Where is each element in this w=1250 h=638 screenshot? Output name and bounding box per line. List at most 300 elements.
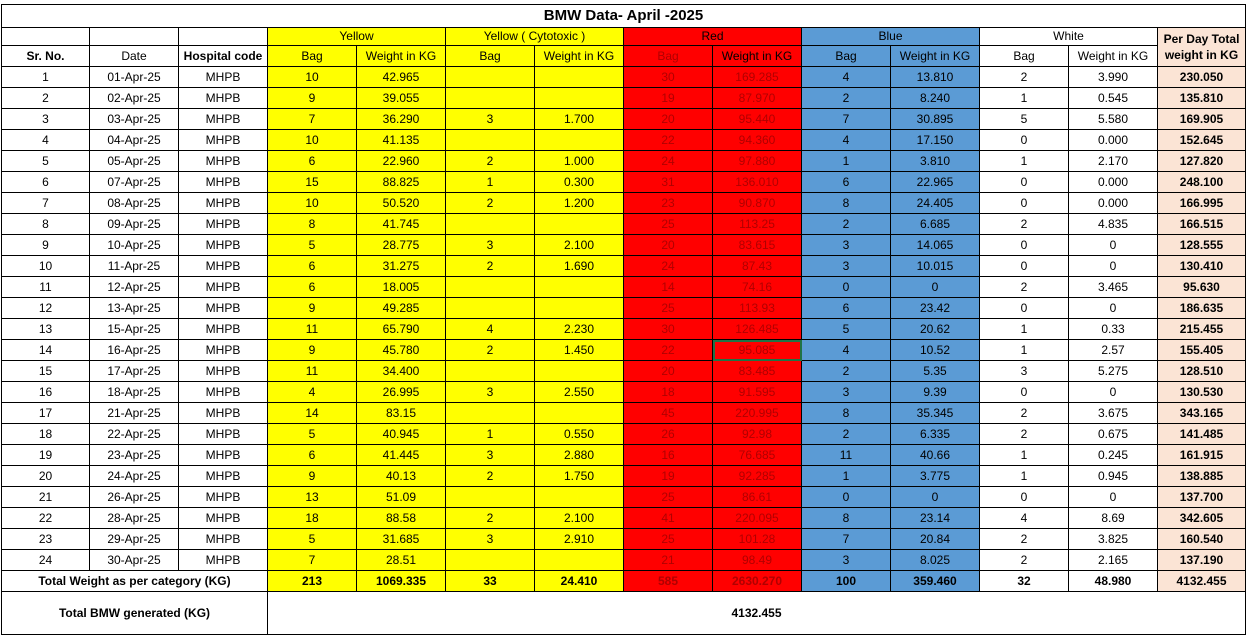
cell-per-day-total[interactable]: 137.190 bbox=[1158, 550, 1246, 571]
cell-sr-no[interactable]: 10 bbox=[2, 256, 90, 277]
cell-date[interactable]: 07-Apr-25 bbox=[90, 172, 179, 193]
cell-date[interactable]: 11-Apr-25 bbox=[90, 256, 179, 277]
total-blue-weight[interactable]: 359.460 bbox=[891, 571, 980, 592]
cell-hospital-code[interactable]: MHPB bbox=[179, 466, 268, 487]
cell-sr-no[interactable]: 23 bbox=[2, 529, 90, 550]
cell-yellow-bag[interactable]: 13 bbox=[268, 487, 357, 508]
cell-yellow-weight[interactable]: 31.275 bbox=[357, 256, 446, 277]
totals-label[interactable]: Total Weight as per category (KG) bbox=[2, 571, 268, 592]
cell-sr-no[interactable]: 6 bbox=[2, 172, 90, 193]
cell-red-bag[interactable]: 25 bbox=[624, 214, 713, 235]
cell-hospital-code[interactable]: MHPB bbox=[179, 130, 268, 151]
generated-value[interactable]: 4132.455 bbox=[268, 592, 1246, 635]
cell-blue-weight[interactable]: 20.62 bbox=[891, 319, 980, 340]
cell-cyto-weight[interactable]: 1.200 bbox=[535, 193, 624, 214]
cell-yellow-weight[interactable]: 28.775 bbox=[357, 235, 446, 256]
cell-red-bag[interactable]: 19 bbox=[624, 466, 713, 487]
cell-date[interactable]: 21-Apr-25 bbox=[90, 403, 179, 424]
cell-blue-bag[interactable]: 0 bbox=[802, 487, 891, 508]
cell-sr-no[interactable]: 17 bbox=[2, 403, 90, 424]
cell-yellow-weight[interactable]: 88.825 bbox=[357, 172, 446, 193]
cell-cyto-bag[interactable]: 4 bbox=[446, 319, 535, 340]
cell-cyto-bag[interactable] bbox=[446, 67, 535, 88]
cell-per-day-total[interactable]: 141.485 bbox=[1158, 424, 1246, 445]
cell-cyto-weight[interactable]: 1.700 bbox=[535, 109, 624, 130]
cell-date[interactable]: 15-Apr-25 bbox=[90, 319, 179, 340]
cell-blue-weight[interactable]: 0 bbox=[891, 277, 980, 298]
cell-blue-bag[interactable]: 3 bbox=[802, 550, 891, 571]
cell-yellow-bag[interactable]: 6 bbox=[268, 445, 357, 466]
cell-date[interactable]: 17-Apr-25 bbox=[90, 361, 179, 382]
cell-yellow-weight[interactable]: 40.13 bbox=[357, 466, 446, 487]
cell-date[interactable]: 30-Apr-25 bbox=[90, 550, 179, 571]
cell-white-weight[interactable]: 0 bbox=[1069, 256, 1158, 277]
cell-red-bag[interactable]: 30 bbox=[624, 67, 713, 88]
cell-white-bag[interactable]: 2 bbox=[980, 529, 1069, 550]
cell-red-bag[interactable]: 24 bbox=[624, 256, 713, 277]
cell-blue-bag[interactable]: 2 bbox=[802, 214, 891, 235]
cell-red-bag[interactable]: 23 bbox=[624, 193, 713, 214]
cell-blue-weight[interactable]: 24.405 bbox=[891, 193, 980, 214]
cell-white-weight[interactable]: 0.000 bbox=[1069, 193, 1158, 214]
cell-cyto-weight[interactable]: 0.300 bbox=[535, 172, 624, 193]
cell-sr-no[interactable]: 19 bbox=[2, 445, 90, 466]
cell-yellow-bag[interactable]: 9 bbox=[268, 298, 357, 319]
cell-red-bag[interactable]: 25 bbox=[624, 298, 713, 319]
cell-hospital-code[interactable]: MHPB bbox=[179, 88, 268, 109]
cell-yellow-weight[interactable]: 22.960 bbox=[357, 151, 446, 172]
cell-hospital-code[interactable]: MHPB bbox=[179, 508, 268, 529]
cell-white-bag[interactable]: 2 bbox=[980, 214, 1069, 235]
cell-red-bag[interactable]: 25 bbox=[624, 487, 713, 508]
cell-red-weight[interactable]: 98.49 bbox=[713, 550, 802, 571]
cell-cyto-weight[interactable] bbox=[535, 403, 624, 424]
cell-yellow-bag[interactable]: 6 bbox=[268, 256, 357, 277]
cell-red-weight[interactable]: 87.43 bbox=[713, 256, 802, 277]
cell-blue-bag[interactable]: 2 bbox=[802, 88, 891, 109]
cell-per-day-total[interactable]: 160.540 bbox=[1158, 529, 1246, 550]
cell-red-weight[interactable]: 126.485 bbox=[713, 319, 802, 340]
cell-yellow-bag[interactable]: 7 bbox=[268, 109, 357, 130]
cell-cyto-weight[interactable]: 2.910 bbox=[535, 529, 624, 550]
cell-red-weight[interactable]: 90.870 bbox=[713, 193, 802, 214]
cell-white-bag[interactable]: 2 bbox=[980, 403, 1069, 424]
cell-blue-bag[interactable]: 4 bbox=[802, 67, 891, 88]
cell-red-weight[interactable]: 94.360 bbox=[713, 130, 802, 151]
cell-cyto-bag[interactable]: 2 bbox=[446, 340, 535, 361]
cell-date[interactable]: 23-Apr-25 bbox=[90, 445, 179, 466]
cell-white-weight[interactable]: 4.835 bbox=[1069, 214, 1158, 235]
cell-sr-no[interactable]: 13 bbox=[2, 319, 90, 340]
cell-per-day-total[interactable]: 130.530 bbox=[1158, 382, 1246, 403]
cell-date[interactable]: 01-Apr-25 bbox=[90, 67, 179, 88]
cell-yellow-bag[interactable]: 6 bbox=[268, 151, 357, 172]
cell-sr-no[interactable]: 20 bbox=[2, 466, 90, 487]
cell-yellow-bag[interactable]: 10 bbox=[268, 67, 357, 88]
cell-hospital-code[interactable]: MHPB bbox=[179, 277, 268, 298]
cell-blue-bag[interactable]: 11 bbox=[802, 445, 891, 466]
cell-white-bag[interactable]: 4 bbox=[980, 508, 1069, 529]
cell-white-weight[interactable]: 0.245 bbox=[1069, 445, 1158, 466]
cell-yellow-weight[interactable]: 39.055 bbox=[357, 88, 446, 109]
cell-per-day-total[interactable]: 137.700 bbox=[1158, 487, 1246, 508]
cell-sr-no[interactable]: 14 bbox=[2, 340, 90, 361]
cell-cyto-weight[interactable] bbox=[535, 361, 624, 382]
cell-red-bag[interactable]: 20 bbox=[624, 361, 713, 382]
cell-per-day-total[interactable]: 161.915 bbox=[1158, 445, 1246, 466]
cell-yellow-bag[interactable]: 7 bbox=[268, 550, 357, 571]
cell-red-bag[interactable]: 18 bbox=[624, 382, 713, 403]
cell-sr-no[interactable]: 5 bbox=[2, 151, 90, 172]
cell-sr-no[interactable]: 16 bbox=[2, 382, 90, 403]
cell-cyto-weight[interactable] bbox=[535, 67, 624, 88]
cell-red-weight[interactable]: 220.095 bbox=[713, 508, 802, 529]
cell-hospital-code[interactable]: MHPB bbox=[179, 235, 268, 256]
cell-per-day-total[interactable]: 230.050 bbox=[1158, 67, 1246, 88]
total-red-bag[interactable]: 585 bbox=[624, 571, 713, 592]
cell-red-bag[interactable]: 31 bbox=[624, 172, 713, 193]
cell-cyto-weight[interactable]: 1.450 bbox=[535, 340, 624, 361]
cell-white-weight[interactable]: 0.000 bbox=[1069, 172, 1158, 193]
cell-white-weight[interactable]: 0.945 bbox=[1069, 466, 1158, 487]
cell-red-weight[interactable]: 86.61 bbox=[713, 487, 802, 508]
cell-red-weight[interactable]: 97.880 bbox=[713, 151, 802, 172]
cell-hospital-code[interactable]: MHPB bbox=[179, 298, 268, 319]
cell-sr-no[interactable]: 22 bbox=[2, 508, 90, 529]
cell-date[interactable]: 18-Apr-25 bbox=[90, 382, 179, 403]
total-per-day[interactable]: 4132.455 bbox=[1158, 571, 1246, 592]
cell-blue-bag[interactable]: 3 bbox=[802, 382, 891, 403]
cell-white-weight[interactable]: 8.69 bbox=[1069, 508, 1158, 529]
cell-cyto-bag[interactable] bbox=[446, 550, 535, 571]
cell-sr-no[interactable]: 18 bbox=[2, 424, 90, 445]
cell-cyto-weight[interactable] bbox=[535, 550, 624, 571]
cell-cyto-bag[interactable]: 3 bbox=[446, 235, 535, 256]
cell-cyto-bag[interactable] bbox=[446, 298, 535, 319]
cell-per-day-total[interactable]: 130.410 bbox=[1158, 256, 1246, 277]
cell-blue-bag[interactable]: 3 bbox=[802, 256, 891, 277]
cell-white-bag[interactable]: 0 bbox=[980, 256, 1069, 277]
cell-white-weight[interactable]: 0.675 bbox=[1069, 424, 1158, 445]
cell-red-bag[interactable]: 14 bbox=[624, 277, 713, 298]
cell-per-day-total[interactable]: 127.820 bbox=[1158, 151, 1246, 172]
cell-white-bag[interactable]: 0 bbox=[980, 172, 1069, 193]
cell-cyto-bag[interactable]: 2 bbox=[446, 151, 535, 172]
cell-white-weight[interactable]: 3.825 bbox=[1069, 529, 1158, 550]
cell-per-day-total[interactable]: 138.885 bbox=[1158, 466, 1246, 487]
cell-white-bag[interactable]: 1 bbox=[980, 466, 1069, 487]
cell-white-bag[interactable]: 5 bbox=[980, 109, 1069, 130]
cell-hospital-code[interactable]: MHPB bbox=[179, 550, 268, 571]
cell-cyto-weight[interactable] bbox=[535, 88, 624, 109]
cell-cyto-weight[interactable]: 0.550 bbox=[535, 424, 624, 445]
cell-white-weight[interactable]: 0 bbox=[1069, 382, 1158, 403]
cell-cyto-bag[interactable]: 1 bbox=[446, 172, 535, 193]
cell-red-weight[interactable]: 95.085 bbox=[713, 340, 802, 361]
cell-red-bag[interactable]: 20 bbox=[624, 235, 713, 256]
cell-per-day-total[interactable]: 166.995 bbox=[1158, 193, 1246, 214]
cell-white-weight[interactable]: 0 bbox=[1069, 487, 1158, 508]
cell-date[interactable]: 29-Apr-25 bbox=[90, 529, 179, 550]
cell-blue-weight[interactable]: 8.025 bbox=[891, 550, 980, 571]
cell-yellow-weight[interactable]: 36.290 bbox=[357, 109, 446, 130]
cell-red-weight[interactable]: 136.010 bbox=[713, 172, 802, 193]
cell-date[interactable]: 26-Apr-25 bbox=[90, 487, 179, 508]
cell-hospital-code[interactable]: MHPB bbox=[179, 424, 268, 445]
cell-cyto-weight[interactable] bbox=[535, 214, 624, 235]
cell-per-day-total[interactable]: 169.905 bbox=[1158, 109, 1246, 130]
cell-cyto-weight[interactable]: 1.690 bbox=[535, 256, 624, 277]
cell-date[interactable]: 08-Apr-25 bbox=[90, 193, 179, 214]
cell-per-day-total[interactable]: 215.455 bbox=[1158, 319, 1246, 340]
cell-sr-no[interactable]: 24 bbox=[2, 550, 90, 571]
cell-hospital-code[interactable]: MHPB bbox=[179, 487, 268, 508]
cell-yellow-bag[interactable]: 9 bbox=[268, 340, 357, 361]
cell-yellow-weight[interactable]: 65.790 bbox=[357, 319, 446, 340]
cell-blue-weight[interactable]: 35.345 bbox=[891, 403, 980, 424]
cell-sr-no[interactable]: 11 bbox=[2, 277, 90, 298]
cell-cyto-bag[interactable] bbox=[446, 487, 535, 508]
cell-hospital-code[interactable]: MHPB bbox=[179, 445, 268, 466]
cell-per-day-total[interactable]: 248.100 bbox=[1158, 172, 1246, 193]
cell-red-bag[interactable]: 22 bbox=[624, 340, 713, 361]
cell-red-bag[interactable]: 16 bbox=[624, 445, 713, 466]
cell-blue-bag[interactable]: 1 bbox=[802, 466, 891, 487]
cell-blue-bag[interactable]: 8 bbox=[802, 508, 891, 529]
cell-blue-weight[interactable]: 20.84 bbox=[891, 529, 980, 550]
cell-hospital-code[interactable]: MHPB bbox=[179, 214, 268, 235]
cell-sr-no[interactable]: 9 bbox=[2, 235, 90, 256]
cell-red-weight[interactable]: 83.615 bbox=[713, 235, 802, 256]
cell-sr-no[interactable]: 21 bbox=[2, 487, 90, 508]
cell-white-weight[interactable]: 0 bbox=[1069, 235, 1158, 256]
cell-yellow-bag[interactable]: 5 bbox=[268, 529, 357, 550]
cell-cyto-bag[interactable]: 2 bbox=[446, 193, 535, 214]
cell-white-bag[interactable]: 1 bbox=[980, 88, 1069, 109]
cell-date[interactable]: 09-Apr-25 bbox=[90, 214, 179, 235]
cell-yellow-bag[interactable]: 11 bbox=[268, 319, 357, 340]
cell-yellow-weight[interactable]: 45.780 bbox=[357, 340, 446, 361]
cell-date[interactable]: 22-Apr-25 bbox=[90, 424, 179, 445]
cell-cyto-bag[interactable]: 3 bbox=[446, 529, 535, 550]
cell-white-weight[interactable]: 0.33 bbox=[1069, 319, 1158, 340]
cell-red-weight[interactable]: 92.98 bbox=[713, 424, 802, 445]
cell-per-day-total[interactable]: 166.515 bbox=[1158, 214, 1246, 235]
cell-blue-weight[interactable]: 10.52 bbox=[891, 340, 980, 361]
cell-blue-weight[interactable]: 40.66 bbox=[891, 445, 980, 466]
total-yellow-bag[interactable]: 213 bbox=[268, 571, 357, 592]
cell-blue-weight[interactable]: 6.685 bbox=[891, 214, 980, 235]
cell-red-weight[interactable]: 101.28 bbox=[713, 529, 802, 550]
cell-blue-weight[interactable]: 13.810 bbox=[891, 67, 980, 88]
cell-white-weight[interactable]: 0 bbox=[1069, 298, 1158, 319]
cell-red-weight[interactable]: 92.285 bbox=[713, 466, 802, 487]
cell-red-weight[interactable]: 83.485 bbox=[713, 361, 802, 382]
cell-white-weight[interactable]: 2.170 bbox=[1069, 151, 1158, 172]
total-cyto-weight[interactable]: 24.410 bbox=[535, 571, 624, 592]
cell-blue-bag[interactable]: 8 bbox=[802, 403, 891, 424]
cell-per-day-total[interactable]: 343.165 bbox=[1158, 403, 1246, 424]
cell-red-bag[interactable]: 22 bbox=[624, 130, 713, 151]
cell-yellow-bag[interactable]: 5 bbox=[268, 424, 357, 445]
cell-yellow-weight[interactable]: 41.745 bbox=[357, 214, 446, 235]
cell-yellow-bag[interactable]: 4 bbox=[268, 382, 357, 403]
cell-yellow-weight[interactable]: 31.685 bbox=[357, 529, 446, 550]
cell-cyto-bag[interactable]: 2 bbox=[446, 508, 535, 529]
cell-cyto-weight[interactable]: 2.550 bbox=[535, 382, 624, 403]
cell-red-weight[interactable]: 220.995 bbox=[713, 403, 802, 424]
cell-yellow-weight[interactable]: 18.005 bbox=[357, 277, 446, 298]
cell-white-weight[interactable]: 2.57 bbox=[1069, 340, 1158, 361]
cell-red-bag[interactable]: 20 bbox=[624, 109, 713, 130]
cell-blue-weight[interactable]: 8.240 bbox=[891, 88, 980, 109]
cell-per-day-total[interactable]: 128.510 bbox=[1158, 361, 1246, 382]
cell-hospital-code[interactable]: MHPB bbox=[179, 193, 268, 214]
cell-white-bag[interactable]: 2 bbox=[980, 424, 1069, 445]
cell-red-bag[interactable]: 25 bbox=[624, 529, 713, 550]
cell-red-bag[interactable]: 21 bbox=[624, 550, 713, 571]
cell-blue-weight[interactable]: 3.810 bbox=[891, 151, 980, 172]
cell-yellow-bag[interactable]: 18 bbox=[268, 508, 357, 529]
cell-white-bag[interactable]: 0 bbox=[980, 382, 1069, 403]
cell-hospital-code[interactable]: MHPB bbox=[179, 382, 268, 403]
cell-date[interactable]: 03-Apr-25 bbox=[90, 109, 179, 130]
cell-white-weight[interactable]: 5.580 bbox=[1069, 109, 1158, 130]
cell-red-weight[interactable]: 113.25 bbox=[713, 214, 802, 235]
cell-yellow-bag[interactable]: 5 bbox=[268, 235, 357, 256]
cell-white-weight[interactable]: 0.545 bbox=[1069, 88, 1158, 109]
cell-red-weight[interactable]: 76.685 bbox=[713, 445, 802, 466]
cell-blue-bag[interactable]: 5 bbox=[802, 319, 891, 340]
cell-yellow-weight[interactable]: 41.135 bbox=[357, 130, 446, 151]
cell-sr-no[interactable]: 2 bbox=[2, 88, 90, 109]
cell-cyto-weight[interactable] bbox=[535, 277, 624, 298]
cell-blue-bag[interactable]: 6 bbox=[802, 298, 891, 319]
cell-white-weight[interactable]: 5.275 bbox=[1069, 361, 1158, 382]
cell-cyto-weight[interactable] bbox=[535, 487, 624, 508]
cell-red-weight[interactable]: 113.93 bbox=[713, 298, 802, 319]
total-red-weight[interactable]: 2630.270 bbox=[713, 571, 802, 592]
cell-red-weight[interactable]: 91.595 bbox=[713, 382, 802, 403]
cell-yellow-bag[interactable]: 10 bbox=[268, 130, 357, 151]
cell-per-day-total[interactable]: 128.555 bbox=[1158, 235, 1246, 256]
total-white-weight[interactable]: 48.980 bbox=[1069, 571, 1158, 592]
cell-sr-no[interactable]: 7 bbox=[2, 193, 90, 214]
cell-yellow-weight[interactable]: 28.51 bbox=[357, 550, 446, 571]
cell-cyto-weight[interactable]: 1.000 bbox=[535, 151, 624, 172]
cell-yellow-bag[interactable]: 14 bbox=[268, 403, 357, 424]
cell-sr-no[interactable]: 4 bbox=[2, 130, 90, 151]
total-white-bag[interactable]: 32 bbox=[980, 571, 1069, 592]
cell-sr-no[interactable]: 3 bbox=[2, 109, 90, 130]
cell-blue-weight[interactable]: 0 bbox=[891, 487, 980, 508]
cell-yellow-weight[interactable]: 49.285 bbox=[357, 298, 446, 319]
cell-cyto-bag[interactable]: 2 bbox=[446, 466, 535, 487]
cell-blue-weight[interactable]: 30.895 bbox=[891, 109, 980, 130]
cell-yellow-weight[interactable]: 88.58 bbox=[357, 508, 446, 529]
cell-hospital-code[interactable]: MHPB bbox=[179, 340, 268, 361]
cell-cyto-bag[interactable] bbox=[446, 361, 535, 382]
cell-cyto-bag[interactable] bbox=[446, 277, 535, 298]
cell-blue-weight[interactable]: 23.14 bbox=[891, 508, 980, 529]
cell-white-bag[interactable]: 1 bbox=[980, 445, 1069, 466]
cell-hospital-code[interactable]: MHPB bbox=[179, 67, 268, 88]
cell-red-bag[interactable]: 45 bbox=[624, 403, 713, 424]
cell-per-day-total[interactable]: 186.635 bbox=[1158, 298, 1246, 319]
cell-cyto-bag[interactable]: 3 bbox=[446, 445, 535, 466]
cell-per-day-total[interactable]: 152.645 bbox=[1158, 130, 1246, 151]
cell-yellow-weight[interactable]: 42.965 bbox=[357, 67, 446, 88]
cell-cyto-bag[interactable]: 2 bbox=[446, 256, 535, 277]
cell-yellow-weight[interactable]: 50.520 bbox=[357, 193, 446, 214]
cell-yellow-weight[interactable]: 51.09 bbox=[357, 487, 446, 508]
cell-white-bag[interactable]: 1 bbox=[980, 340, 1069, 361]
cell-date[interactable]: 04-Apr-25 bbox=[90, 130, 179, 151]
cell-yellow-bag[interactable]: 11 bbox=[268, 361, 357, 382]
cell-red-bag[interactable]: 24 bbox=[624, 151, 713, 172]
cell-cyto-bag[interactable] bbox=[446, 214, 535, 235]
cell-hospital-code[interactable]: MHPB bbox=[179, 151, 268, 172]
cell-white-bag[interactable]: 2 bbox=[980, 67, 1069, 88]
cell-date[interactable]: 16-Apr-25 bbox=[90, 340, 179, 361]
cell-sr-no[interactable]: 1 bbox=[2, 67, 90, 88]
cell-red-bag[interactable]: 30 bbox=[624, 319, 713, 340]
cell-cyto-bag[interactable] bbox=[446, 130, 535, 151]
cell-blue-weight[interactable]: 5.35 bbox=[891, 361, 980, 382]
cell-yellow-bag[interactable]: 9 bbox=[268, 88, 357, 109]
cell-date[interactable]: 12-Apr-25 bbox=[90, 277, 179, 298]
cell-blue-weight[interactable]: 23.42 bbox=[891, 298, 980, 319]
cell-per-day-total[interactable]: 95.630 bbox=[1158, 277, 1246, 298]
cell-hospital-code[interactable]: MHPB bbox=[179, 109, 268, 130]
cell-date[interactable]: 10-Apr-25 bbox=[90, 235, 179, 256]
cell-blue-bag[interactable]: 2 bbox=[802, 424, 891, 445]
cell-white-bag[interactable]: 1 bbox=[980, 151, 1069, 172]
cell-white-weight[interactable]: 2.165 bbox=[1069, 550, 1158, 571]
cell-date[interactable]: 24-Apr-25 bbox=[90, 466, 179, 487]
cell-yellow-bag[interactable]: 8 bbox=[268, 214, 357, 235]
cell-blue-weight[interactable]: 3.775 bbox=[891, 466, 980, 487]
cell-cyto-weight[interactable] bbox=[535, 130, 624, 151]
cell-per-day-total[interactable]: 135.810 bbox=[1158, 88, 1246, 109]
cell-cyto-weight[interactable] bbox=[535, 298, 624, 319]
cell-yellow-weight[interactable]: 83.15 bbox=[357, 403, 446, 424]
cell-hospital-code[interactable]: MHPB bbox=[179, 529, 268, 550]
cell-yellow-bag[interactable]: 9 bbox=[268, 466, 357, 487]
cell-blue-bag[interactable]: 0 bbox=[802, 277, 891, 298]
cell-cyto-bag[interactable]: 3 bbox=[446, 109, 535, 130]
cell-date[interactable]: 13-Apr-25 bbox=[90, 298, 179, 319]
cell-blue-weight[interactable]: 17.150 bbox=[891, 130, 980, 151]
cell-white-bag[interactable]: 0 bbox=[980, 487, 1069, 508]
cell-cyto-bag[interactable]: 3 bbox=[446, 382, 535, 403]
cell-white-weight[interactable]: 3.465 bbox=[1069, 277, 1158, 298]
cell-blue-bag[interactable]: 4 bbox=[802, 340, 891, 361]
cell-red-weight[interactable]: 95.440 bbox=[713, 109, 802, 130]
cell-blue-bag[interactable]: 1 bbox=[802, 151, 891, 172]
cell-yellow-weight[interactable]: 40.945 bbox=[357, 424, 446, 445]
cell-per-day-total[interactable]: 342.605 bbox=[1158, 508, 1246, 529]
cell-cyto-weight[interactable]: 2.230 bbox=[535, 319, 624, 340]
cell-yellow-weight[interactable]: 34.400 bbox=[357, 361, 446, 382]
cell-blue-weight[interactable]: 22.965 bbox=[891, 172, 980, 193]
cell-blue-weight[interactable]: 14.065 bbox=[891, 235, 980, 256]
cell-cyto-bag[interactable] bbox=[446, 88, 535, 109]
cell-red-bag[interactable]: 26 bbox=[624, 424, 713, 445]
cell-blue-weight[interactable]: 9.39 bbox=[891, 382, 980, 403]
total-yellow-weight[interactable]: 1069.335 bbox=[357, 571, 446, 592]
cell-blue-bag[interactable]: 7 bbox=[802, 529, 891, 550]
